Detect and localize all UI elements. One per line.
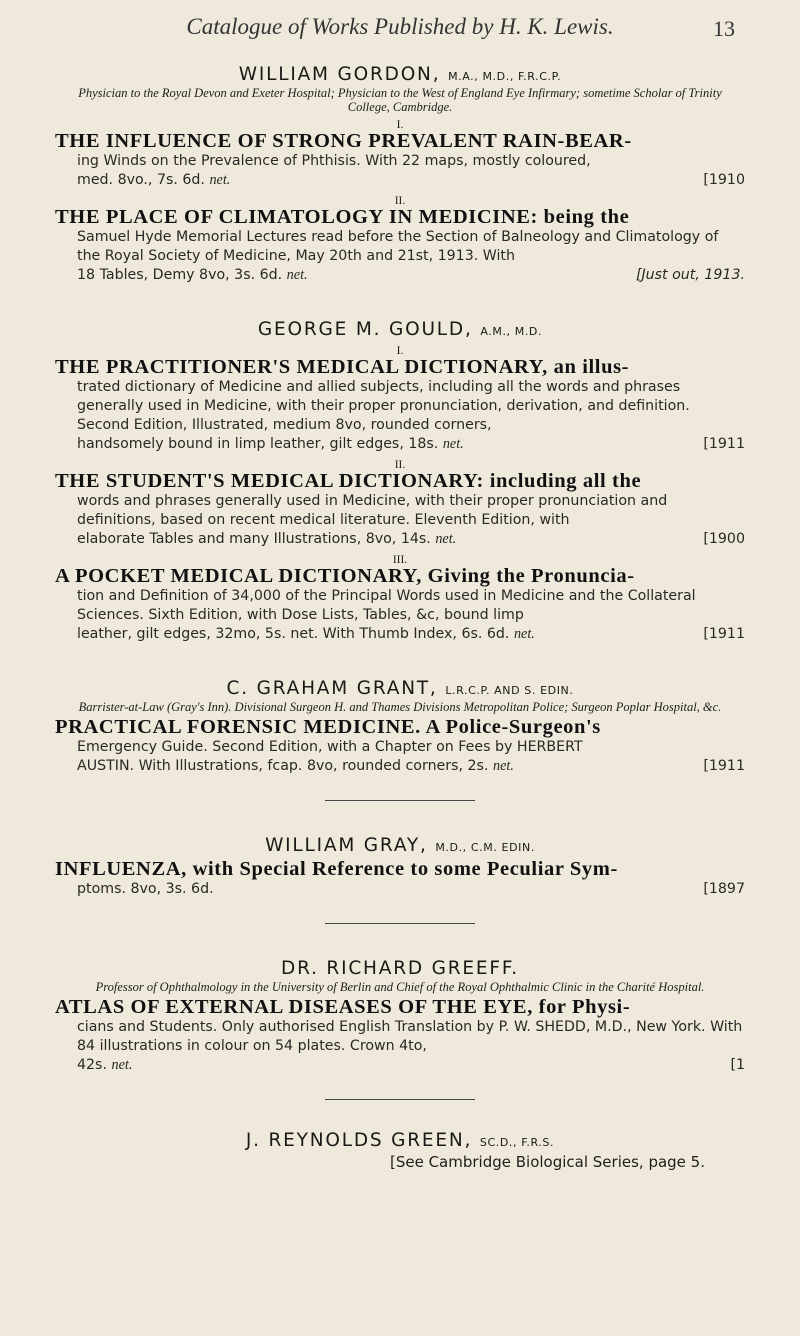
author-degrees: A.M., M.D.	[480, 325, 543, 338]
author-description: Barrister-at-Law (Gray's Inn). Divisional Surgeon H. and Thames Divisions Metropolitan Police; Surgeon Poplar Hospital, &c.	[78, 700, 722, 714]
author-degrees: SC.D., F.R.S.	[479, 1136, 555, 1149]
author-degrees: M.A., M.D., F.R.C.P.	[448, 70, 562, 83]
entry-body	[77, 587, 745, 644]
entry-year: [1900	[703, 531, 745, 547]
entry-numeral: I.	[396, 345, 404, 357]
entry-description: trated dictionary of Medicine and allied subjects, including all the words and phrases generally used in Medicine, with their proper pronunciation, derivation, and definition. Second Edition, Illustrated, medium 8vo, rounded corners,	[77, 379, 690, 433]
entry-year: [1911	[703, 626, 745, 642]
book-entry	[55, 119, 745, 190]
entry-body	[77, 152, 745, 190]
author-block	[55, 835, 745, 899]
author-name: WILLIAM GORDON, M.A., M.D., F.R.C.P.	[238, 64, 562, 85]
entry-numeral: I.	[396, 119, 404, 131]
author-name: J. REYNOLDS GREEN, SC.D., F.R.S.	[245, 1130, 555, 1151]
entry-numeral: II.	[394, 459, 406, 471]
section-divider	[325, 923, 475, 924]
entry-numeral: III.	[392, 554, 408, 566]
entry-meta	[77, 625, 745, 644]
entry-description: Emergency Guide. Second Edition, with a Chapter on Fees by HERBERT	[77, 739, 583, 755]
author-description: Physician to the Royal Devon and Exeter Hospital; Physician to the West of England Eye Infirmary; sometime Scholar of Trinity College, Cambridge.	[78, 86, 722, 114]
author-name: GEORGE M. GOULD, A.M., M.D.	[257, 319, 543, 340]
entry-description: ing Winds on the Prevalence of Phthisis. With 22 maps, mostly coloured,	[77, 153, 591, 169]
entry-title: THE PLACE OF CLIMATOLOGY IN MEDICINE: being the	[55, 206, 630, 228]
entry-meta	[77, 171, 745, 190]
entry-title: THE PRACTITIONER'S MEDICAL DICTIONARY, an illus-	[55, 356, 630, 378]
entry-title: THE INFLUENCE OF STRONG PREVALENT RAIN-BEAR-	[55, 130, 632, 152]
entry-meta	[77, 757, 745, 776]
entry-body	[77, 228, 745, 285]
author-description: Professor of Ophthalmology in the University of Berlin and Chief of the Royal Ophthalmic Clinic in the Charité Hospital.	[95, 980, 705, 994]
entry-numeral: II.	[394, 195, 406, 207]
author-block	[55, 319, 745, 644]
book-entry	[55, 997, 745, 1075]
entry-description: tion and Definition of 34,000 of the Principal Words used in Medicine and the Collateral Sciences. Sixth Edition, with Dose Lists, Tables, &c, bound limp	[77, 588, 696, 623]
entry-price: handsomely bound in limp leather, gilt edges, 18s.	[77, 436, 439, 452]
entry-net: net.	[513, 626, 535, 642]
entry-description: words and phrases generally used in Medicine, with their proper pronunciation and definitions, based on recent medical literature. Eleventh Edition, with	[77, 493, 668, 528]
book-entry	[55, 459, 745, 549]
author-name: C. GRAHAM GRANT, L.R.C.P. AND S. EDIN.	[226, 678, 574, 699]
entry-body	[77, 880, 745, 899]
entry-meta	[77, 530, 745, 549]
running-title: Catalogue of Works Published by H. K. Lewis.	[186, 14, 614, 39]
entry-meta	[77, 435, 745, 454]
entry-meta	[77, 266, 745, 285]
entry-year: [1	[730, 1057, 745, 1073]
entry-title: INFLUENZA, with Special Reference to some Peculiar Sym-	[55, 858, 618, 880]
entry-meta	[77, 1056, 745, 1075]
entry-price: 18 Tables, Demy 8vo, 3s. 6d.	[77, 267, 283, 283]
author-name: WILLIAM GRAY, M.D., C.M. EDIN.	[265, 835, 535, 856]
entry-net: net.	[286, 267, 308, 283]
author-degrees: L.R.C.P. AND S. EDIN.	[445, 684, 574, 697]
book-entry	[55, 195, 745, 285]
author-block	[55, 1130, 745, 1171]
entry-net: net.	[442, 436, 464, 452]
book-entry	[55, 717, 745, 776]
entry-price: 42s.	[77, 1057, 107, 1073]
section-divider	[325, 1099, 475, 1100]
author-block	[55, 678, 745, 776]
entry-title: THE STUDENT'S MEDICAL DICTIONARY: including all the	[55, 470, 642, 492]
author-block	[55, 64, 745, 285]
entry-body	[77, 738, 745, 776]
section-divider	[325, 800, 475, 801]
entry-year: [Just out, 1913.	[635, 267, 745, 283]
entry-net: net.	[111, 1057, 133, 1073]
page-number: 13	[713, 16, 735, 41]
running-head	[55, 10, 745, 50]
entry-year: [1910	[703, 172, 745, 188]
entry-price: AUSTIN. With Illustrations, fcap. 8vo, rounded corners, 2s.	[77, 758, 489, 774]
book-entry	[55, 859, 745, 899]
entry-price: ptoms. 8vo, 3s. 6d.	[77, 881, 214, 897]
entry-net: net.	[209, 172, 231, 188]
entry-price: elaborate Tables and many Illustrations, 8vo, 14s.	[77, 531, 431, 547]
entry-description: Samuel Hyde Memorial Lectures read before the Section of Balneology and Climatology of the Royal Society of Medicine, May 20th and 21st, 1913. With	[77, 229, 719, 264]
author-degrees: M.D., C.M. EDIN.	[435, 841, 535, 854]
entry-year: [1911	[703, 436, 745, 452]
author-block	[55, 958, 745, 1075]
entry-year: [1911	[703, 758, 745, 774]
entry-meta	[77, 880, 745, 899]
entry-description: cians and Students. Only authorised English Translation by P. W. SHEDD, M.D., New York. With 84 illustrations in colour on 54 plates. Crown 4to,	[77, 1019, 743, 1054]
entry-net: net.	[492, 758, 514, 774]
book-entry	[55, 345, 745, 454]
cross-reference: [See Cambridge Biological Series, page 5.	[389, 1153, 705, 1171]
entry-price: med. 8vo., 7s. 6d.	[77, 172, 205, 188]
entry-title: PRACTICAL FORENSIC MEDICINE. A Police-Surgeon's	[55, 716, 601, 738]
entry-price: leather, gilt edges, 32mo, 5s. net. With Thumb Index, 6s. 6d.	[77, 626, 510, 642]
entry-title: A POCKET MEDICAL DICTIONARY, Giving the Pronuncia-	[55, 565, 635, 587]
entry-body	[77, 378, 745, 454]
author-name: DR. RICHARD GREEFF.	[281, 958, 519, 979]
entry-net: net.	[435, 531, 457, 547]
entry-title: ATLAS OF EXTERNAL DISEASES OF THE EYE, for Physi-	[55, 996, 631, 1018]
entry-body	[77, 1018, 745, 1075]
book-entry	[55, 554, 745, 644]
entry-year: [1897	[703, 881, 745, 897]
entry-body	[77, 492, 745, 549]
